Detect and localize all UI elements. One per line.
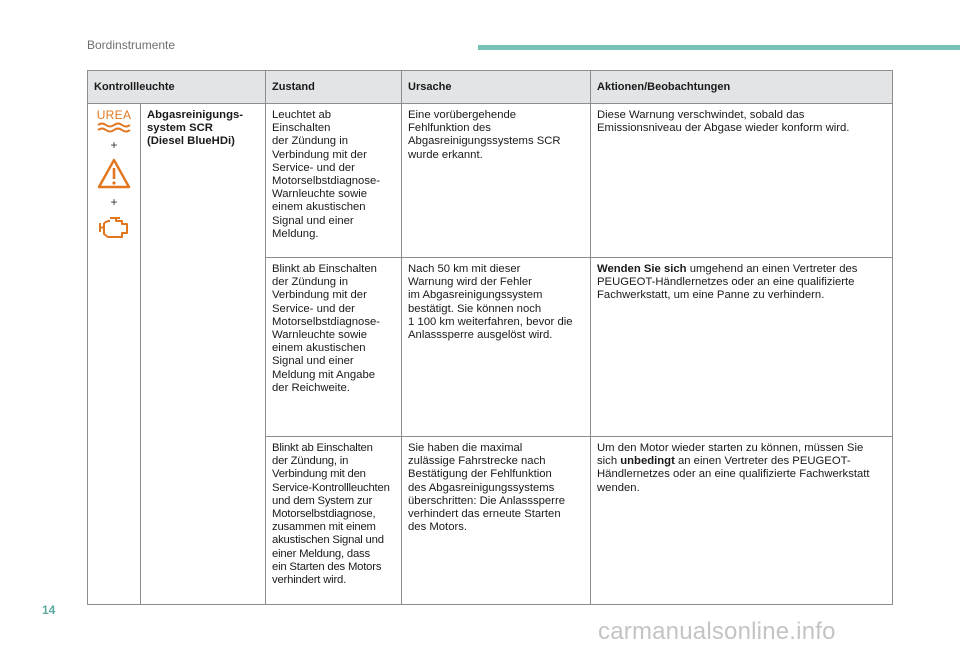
actions-text: Um den Motor wieder starten zu können, müssen Sie sich	[597, 442, 864, 468]
cause-cell	[402, 104, 591, 258]
actions-cell	[591, 104, 893, 258]
actions-text: an einen Vertreter des PEUGEOT- Händlernetzes oder an eine qualifizierte Fachwerkstatt wenden.	[597, 455, 870, 494]
state-text: Leuchtet ab Einschalten der Zündung in Verbindung mit der Service- und der Motorselbstdiagnose- Warnleuchte sowie einem akustischen Signal und einer Meldung.	[272, 109, 381, 240]
state-text: Blinkt ab Einschalten der Zündung in Verbindung mit der Service- und der Motorselbstdiagnose- Warnleuchte sowie einem akustischen Signal und einer Meldung mit Angabe der Reichweite.	[272, 263, 381, 394]
engine-check-icon	[97, 215, 131, 239]
plus-sign: +	[110, 195, 118, 210]
header-cause: Ursache	[402, 71, 591, 104]
state-cell	[266, 437, 402, 605]
actions-text: umgehend an einen Vertreter des PEUGEOT-Händlernetzes oder an eine qualifizierte Fachwerkstatt, um eine Panne zu verhindern.	[597, 263, 858, 302]
cause-text: Nach 50 km mit dieser Warnung wird der Fehler im Abgasreinigungssystem bestätigt. Sie können noch 1 100 km weiterfahren, bevor die Anlasssperre ausgelöst wird.	[408, 263, 573, 342]
cause-text: Eine vorübergehende Fehlfunktion des Abgasreinigungssystems SCR wurde erkannt.	[408, 109, 561, 161]
actions-text: Diese Warnung verschwindet, sobald das Emissionsniveau der Abgase wieder konform wird.	[597, 109, 850, 135]
lamp-cell	[88, 104, 141, 605]
section-title: Bordinstrumente	[87, 38, 176, 52]
actions-cell	[591, 437, 893, 605]
cause-cell	[402, 258, 591, 437]
warning-lamp-table	[87, 70, 893, 605]
table-header-row	[88, 71, 893, 104]
plus-sign: +	[110, 138, 118, 152]
actions-emphasis: Wenden Sie sich	[597, 263, 687, 275]
watermark: carmanualsonline.info	[598, 618, 836, 645]
warning-triangle-icon	[97, 158, 131, 190]
page-number: 14	[42, 603, 56, 617]
header-state: Zustand	[266, 71, 402, 104]
header-lamp: Kontrollleuchte	[88, 71, 266, 104]
state-text: Blinkt ab Einschalten der Zündung, in Verbindung mit den Service-Kontrollleuchten und dem System zur Motorselbstdiagnose, zusammen mit einem akustischen Signal und einer Meldung, dass ein Starten des Motors verhindert wird.	[272, 442, 390, 587]
system-name-text: Abgasreinigungs- system SCR (Diesel BlueHDi)	[147, 109, 244, 148]
cause-cell	[402, 437, 591, 605]
cause-text: Sie haben die maximal zulässige Fahrstrecke nach Bestätigung der Fehlfunktion des Abgasreinigungssystems überschritten: Die Anlasssperre verhindert das erneute Starten des Motors.	[408, 442, 565, 534]
urea-label: UREA	[96, 108, 132, 122]
state-cell	[266, 258, 402, 437]
urea-warning-icon	[97, 121, 131, 133]
header-actions: Aktionen/Beobachtungen	[591, 71, 893, 104]
actions-emphasis: unbedingt	[620, 455, 675, 468]
system-name	[141, 104, 266, 605]
actions-cell	[591, 258, 893, 437]
state-cell	[266, 104, 402, 258]
header-accent-bar	[478, 45, 960, 50]
table-row	[88, 104, 893, 258]
